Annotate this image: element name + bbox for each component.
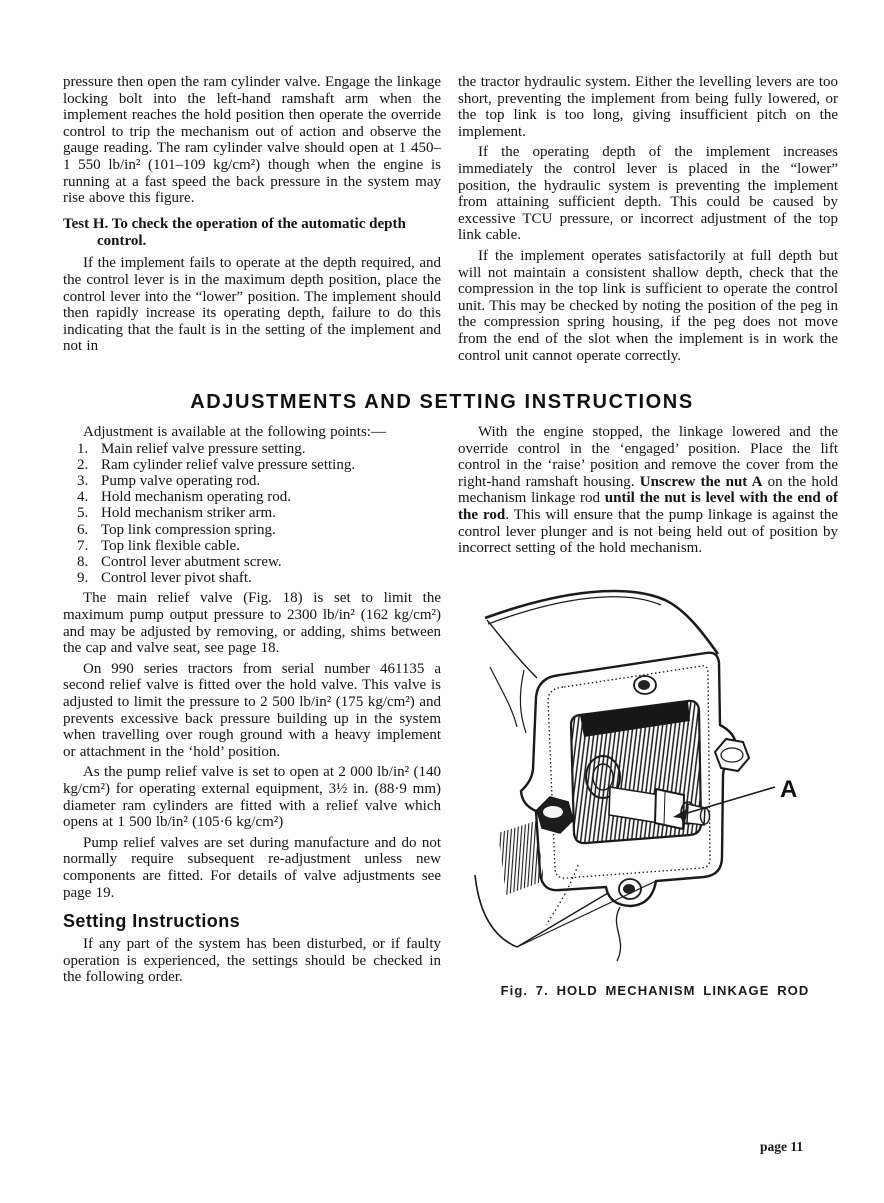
list-item [63, 489, 441, 505]
paragraph-pump-relief-valve: As the pump relief valve is set to open at 2 000 lb/in² (140 kg/cm²) for operating external equipment, 3½ in. (88·9 mm) diameter ram cylinders are fitted with a relief valve which opens at 1 500 lb/in² (105·6 kg/cm²) [63, 764, 441, 831]
adjustments-intro: Adjustment is available at the following points:— [83, 424, 386, 440]
engine-stopped-bold-unscrew: Unscrew the nut A [639, 473, 763, 490]
paragraph-setting-instructions: If any part of the system has been disturbed, or if faulty operation is experienced, the settings should be checked in the following order. [63, 936, 441, 986]
list-item-text: Top link flexible cable. [101, 537, 240, 554]
figure-7 [460, 575, 850, 998]
engine-stopped-bold-level: until the nut is level with the end of the rod [458, 490, 838, 523]
list-item-number: 7. [77, 537, 89, 554]
right-bolt-hex [715, 739, 749, 771]
paragraph-main-relief-valve: The main relief valve (Fig. 18) is set to limit the maximum pump output pressure to 2300 lb/in² (162 kg/cm²) and may be adjusted by removing, or adding, shims between the cap and valve seat, see page 18. [63, 590, 441, 657]
list-item-text: Hold mechanism striker arm. [101, 505, 276, 522]
list-item [63, 538, 441, 554]
section-heading: ADJUSTMENTS AND SETTING INSTRUCTIONS [190, 391, 694, 413]
list-item-number: 8. [77, 554, 89, 571]
list-item-number: 5. [77, 505, 89, 522]
body-corner-edge [487, 620, 537, 678]
list-item-text: Main relief valve pressure setting. [101, 440, 306, 457]
engine-stopped-seg1: With the engine stopped, the linkage lowered and the override control in the ‘engaged’ position. Place the lift control in the ‘raise’ position and remove the cover from the right-hand ramshaft housing. [458, 424, 838, 490]
list-item-text: Control lever abutment screw. [101, 554, 282, 571]
body-top-edge [485, 591, 718, 654]
list-item-number: 6. [77, 521, 89, 538]
wire-curve [616, 907, 620, 961]
body-crease-left [490, 667, 517, 727]
setting-instructions-heading: Setting Instructions [63, 911, 241, 932]
list-item-text: Top link compression spring. [101, 521, 276, 538]
list-item [63, 522, 441, 538]
paragraph-full-depth: If the implement operates satisfactorily at full depth but will not maintain a consistent shallow depth, check that the compression in the top link is sufficient to operate the control unit. This may be checked by noting the position of the peg in the compression spring housing, if the peg does not move from the end of the slot when the implement is in work the control unit cannot operate correctly. [458, 247, 838, 364]
paragraph-990-series: On 990 series tractors from serial number 461135 a second relief valve is fitted over the hold valve. This valve is adjusted to limit the pressure to 2 500 lb/in² (175 kg/cm²) and prevents excessive back pressure building up in the system when travelling over rough ground with a heavy implement or attachment in the ‘hold’ position. [63, 660, 441, 760]
list-item-text: Hold mechanism operating rod. [101, 489, 291, 506]
paragraph-engine-stopped [458, 424, 838, 557]
body-top-edge-inner [488, 597, 661, 624]
label-a: A [780, 775, 798, 803]
nut-a [655, 789, 684, 829]
list-item [63, 473, 441, 489]
list-item-number: 1. [77, 440, 89, 457]
list-item-text: Ram cylinder relief valve pressure setting. [101, 456, 356, 473]
list-item [63, 554, 441, 570]
engine-stopped-seg5: . This will ensure that the pump linkage is against the control lever plunger and is not being held out of position by incorrect setting of the hold mechanism. [458, 506, 838, 557]
figure-caption: Fig. 7. HOLD MECHANISM LINKAGE ROD [500, 982, 810, 998]
figure-7-illustration [460, 575, 850, 970]
body-bottom-line-2 [517, 881, 656, 947]
adjustment-points-list [63, 441, 441, 587]
top-right-column [458, 74, 838, 364]
list-item [63, 441, 441, 457]
list-item-text: Control lever pivot shaft. [101, 570, 252, 587]
stipple-curve [546, 865, 578, 925]
test-h-heading: Test H. To check the operation of the automatic depth control. [63, 215, 406, 249]
list-item-number: 9. [77, 570, 89, 587]
paragraph-manufacture: Pump relief valves are set during manufacture and do not normally require subsequent re-adjustment unless new components are fitted. For details of valve adjustments see page 19. [63, 834, 441, 901]
list-item-number: 4. [77, 489, 89, 506]
engine-stopped-seg3: on the hold mechanism linkage rod [458, 473, 838, 507]
top-screw-slot [638, 680, 650, 690]
list-item-number: 2. [77, 456, 89, 473]
list-item-number: 3. [77, 473, 89, 489]
paragraph-ram-cylinder: pressure then open the ram cylinder valve. Engage the linkage locking bolt into the left-hand ramshaft arm when the implement reaches the hold position then operate the override control to trip the mechanism out of action and observe the gauge reading. The ram cylinder valve should open at 1 450–1 550 lb/in² (101–109 kg/cm²) though when the engine is running at a fast speed the back pressure in the system may rise above this figure. [63, 74, 441, 207]
list-item [63, 570, 441, 586]
page-number: page 11 [760, 1139, 804, 1154]
list-item-text: Pump valve operating rod. [101, 473, 261, 489]
list-item [63, 457, 441, 473]
paragraph-operating-depth: If the operating depth of the implement increases immediately the control lever is placed in the “lower” position, the hydraulic system is preventing the implement from attaining sufficient depth. This could be caused by excessive TCU pressure, or incorrect adjustment of the top link cable. [458, 144, 838, 244]
top-left-column [63, 74, 441, 355]
bottom-right-column [458, 424, 838, 998]
paragraph-tractor-hydraulic: the tractor hydraulic system. Either the levelling levers are too short, preventing the implement from being fully lowered, or the top link is too long, giving insufficient pitch on the implement. [458, 74, 838, 140]
left-bolt-highlight [543, 806, 563, 818]
body-crease-right [520, 670, 526, 733]
bottom-left-column [63, 424, 441, 986]
paragraph-implement-fails: If the implement fails to operate at the depth required, and the control lever is in the maximum depth position, place the control lever into the “lower” position. The implement should then rapidly increase its operating depth, failure to do this indicating that the fault is in the setting of the implement and not in [63, 255, 441, 355]
list-item [63, 505, 441, 521]
bottom-screw-slot [623, 884, 635, 894]
body-bottom-line-1 [517, 893, 608, 947]
